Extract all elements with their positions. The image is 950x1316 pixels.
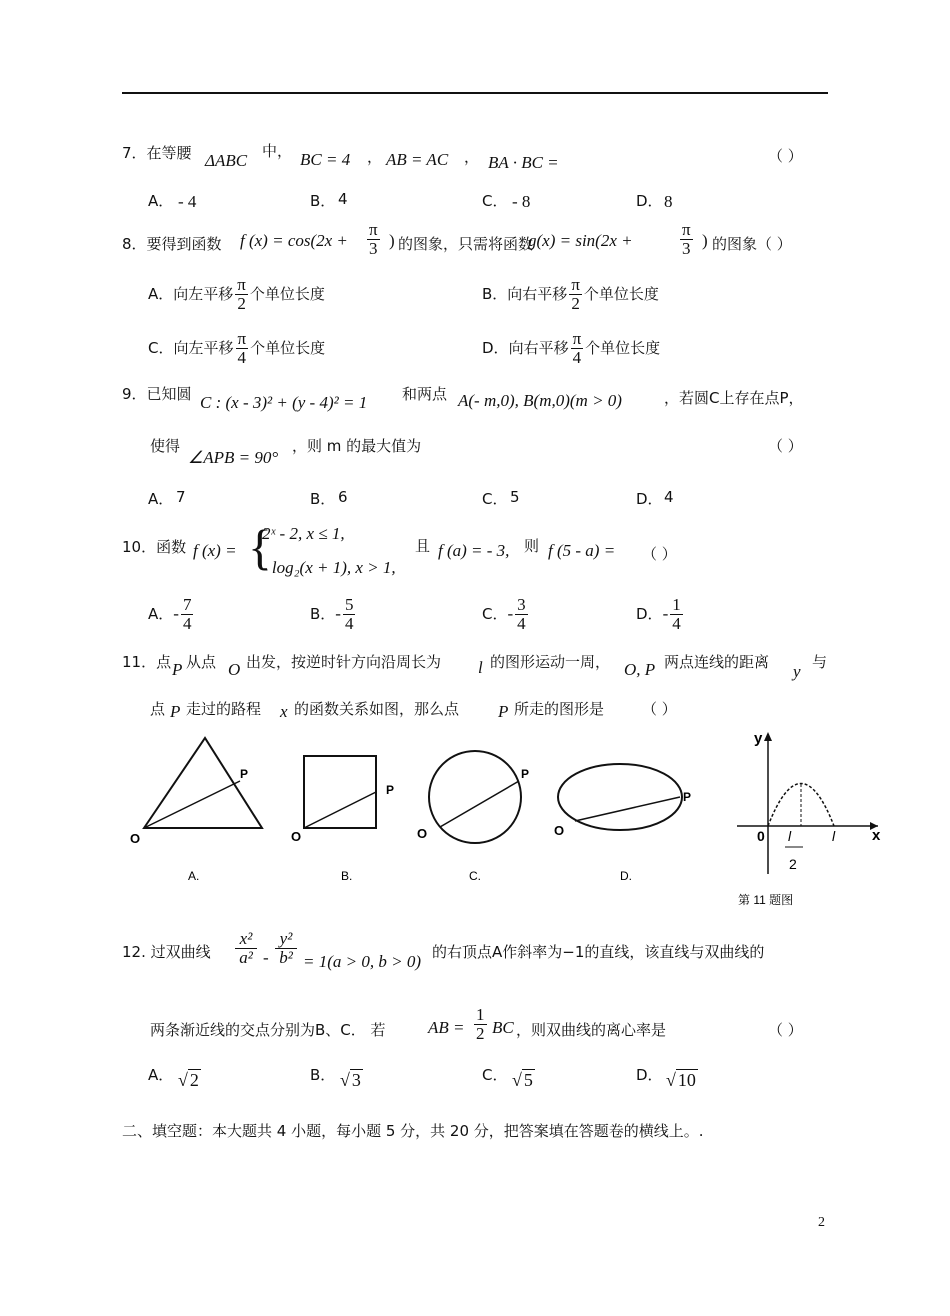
q10-prefix: 10．函数 — [122, 538, 187, 556]
q9-option-c-label: C． — [482, 490, 508, 508]
q9-line2-post: ，则 m 的最大值为 — [292, 437, 422, 455]
q8-f-frac: $\frac{\pi}{3}$ — [369, 220, 378, 258]
q7-expr: BA · BC = — [488, 153, 559, 172]
q12-option-d-label: D． — [636, 1066, 663, 1084]
q11-line1-e: 两点连线的距离 — [664, 653, 770, 671]
q8-prefix: 8．要得到函数 — [122, 235, 222, 253]
q11-line1-d: 的图形运动一周， — [490, 653, 611, 671]
q8-g-expr: g(x) = sin(2x + — [528, 231, 633, 250]
q11-figures — [120, 726, 890, 912]
q10-ze: 则 — [524, 537, 540, 555]
q11-line1-b: 从点 — [186, 653, 217, 671]
q7-option-b-label: B． — [310, 192, 336, 210]
graph-y-label: y — [754, 730, 763, 747]
q8-f-expr: f (x) = cos(2x + — [240, 231, 348, 250]
q12-minus: - — [263, 948, 269, 967]
header-rule — [122, 92, 828, 94]
q7-answer-paren: （ ） — [768, 147, 803, 165]
q11-answer-paren: （ ） — [642, 700, 677, 718]
distance-graph — [737, 730, 881, 907]
q8-option-a: A．向左平移 $\frac{\pi}{2}$ 个单位长度 — [148, 275, 325, 313]
figure-d-label: D. — [620, 869, 632, 883]
q11-p2: P — [170, 702, 181, 721]
q12-option-c-value: √ 5 — [512, 1070, 533, 1090]
q10-brace: { — [248, 519, 272, 575]
q10-case1: 2ˣ - 2, x ≤ 1, — [262, 524, 345, 543]
figure-c-label: C. — [469, 869, 481, 883]
q12-frac-x: x² a² — [235, 930, 257, 967]
q9-mid: 和两点 — [402, 385, 448, 403]
q10-fx: f (x) = — [193, 541, 237, 560]
graph-end-label: l — [832, 828, 836, 844]
q9-line2-pre: 使得 — [150, 437, 181, 455]
q12-rest: = 1(a > 0, b > 0) — [303, 952, 421, 971]
triangle-o-label: O — [130, 831, 141, 846]
q9-circle-eq: C : (x - 3)² + (y - 4)² = 1 — [200, 393, 368, 412]
q8-suffix: 的图象（ ） — [712, 235, 792, 253]
q9-option-b-label: B． — [310, 490, 336, 508]
q11-o: O — [228, 660, 241, 679]
q11-y: y — [793, 662, 801, 681]
graph-origin-label: 0 — [757, 828, 765, 844]
q8-g-frac: $\frac{\pi}{3}$ — [682, 220, 691, 258]
q12-line2-a: 两条渐近线的交点分别为B、C． 若 — [150, 1021, 386, 1039]
q10-option-b: B．- $\frac{5}{4}$ — [310, 595, 354, 633]
q7-option-c-label: C． — [482, 192, 508, 210]
q8-g-close: ) — [702, 231, 708, 250]
q9-angle: ∠APB = 90° — [188, 448, 279, 467]
q12-frac-y: y² b² — [275, 930, 297, 967]
figure-circle — [417, 751, 529, 883]
q12-ab: AB = — [428, 1018, 465, 1037]
figure-b-label: B. — [341, 869, 353, 883]
q8-f-close: ) — [389, 231, 395, 250]
q8-mid: 的图象，只需将函数 — [398, 235, 534, 253]
q7-comma1: ， — [367, 148, 383, 166]
q9-answer-paren: （ ） — [768, 437, 803, 455]
q12-answer-paren: （ ） — [768, 1021, 803, 1039]
section-2-heading: 二、填空题：本大题共 4 小题，每小题 5 分，共 20 分，把答案填在答题卷的横线上。. — [122, 1122, 704, 1140]
circle-o-label: O — [417, 826, 428, 841]
q8-option-c: C．向左平移 $\frac{\pi}{4}$ 个单位长度 — [148, 329, 326, 367]
q7-option-c-value: - 8 — [512, 192, 531, 211]
graph-half-den: 2 — [789, 856, 797, 872]
q12-line2-b: ，则双曲线的离心率是 — [516, 1021, 667, 1039]
q11-x: x — [280, 702, 288, 721]
figure-triangle — [130, 738, 262, 883]
q9-suffix: ，若圆C上存在点P， — [664, 389, 804, 407]
q10-case2: - log₂(x + 1), x > 1, — [262, 558, 396, 577]
q11-line2-c: 的函数关系如图，那么点 — [294, 700, 460, 718]
q11-line2-b: 走过的路程 — [186, 700, 262, 718]
q11-p3: P — [498, 702, 509, 721]
graph-x-label: x — [872, 827, 881, 844]
q10-option-c: C．- $\frac{3}{4}$ — [482, 595, 526, 633]
figure-ellipse — [554, 764, 691, 883]
graph-half-num: l — [788, 828, 792, 844]
q9-prefix: 9．已知圆 — [122, 385, 192, 403]
q11-line1-a: 11．点 — [122, 653, 172, 671]
q7-option-d-label: D． — [636, 192, 663, 210]
q12-prefix: 12. 过双曲线 — [122, 943, 211, 961]
square-o-label: O — [291, 829, 302, 844]
q11-l: l — [478, 658, 483, 677]
figure-caption: 第 11 题图 — [738, 893, 794, 907]
q12-option-d-value: √ 10 — [666, 1070, 696, 1090]
square-p-label: P — [386, 783, 395, 797]
q7-stem-prefix: 7．在等腰 — [122, 144, 192, 162]
q11-p: P — [172, 660, 183, 679]
ellipse-o-label: O — [554, 823, 565, 838]
q7-cond1: BC = 4 — [300, 150, 351, 169]
q12-bc: BC — [492, 1018, 514, 1037]
q7-comma2: ， — [464, 148, 480, 166]
q7-option-a-value: - 4 — [178, 192, 197, 211]
q8-option-d: D．向右平移 $\frac{\pi}{4}$ 个单位长度 — [482, 329, 661, 367]
q10-option-a: A．- $\frac{7}{4}$ — [148, 595, 192, 633]
q10-answer-paren: （ ） — [642, 545, 677, 563]
q7-option-d-value: 8 — [664, 192, 673, 211]
q12-option-c-label: C． — [482, 1066, 508, 1084]
figure-a-label: A. — [188, 869, 200, 883]
circle-p-label: P — [521, 767, 530, 781]
q12-option-b-value: √ 3 — [340, 1070, 361, 1090]
q8-option-b: B．向右平移 $\frac{\pi}{2}$ 个单位长度 — [482, 275, 659, 313]
q9-option-d-value: 4 — [664, 488, 674, 506]
q7-option-b-value: 4 — [338, 190, 348, 208]
q9-option-a-value: 7 — [176, 488, 186, 506]
figure-square — [291, 756, 394, 883]
q10-condition: f (a) = - 3, — [438, 541, 510, 560]
q10-qie: 且 — [415, 537, 431, 555]
q11-line2-a: 点 — [150, 700, 166, 718]
q7-option-a-label: A． — [148, 192, 174, 210]
q7-triangle: ΔABC — [205, 151, 248, 170]
q9-points: A(- m,0), B(m,0)(m > 0) — [458, 391, 622, 410]
q10-option-d: D．- $\frac{1}{4}$ — [636, 595, 681, 633]
q12-suffix: 的右顶点A作斜率为−1的直线，该直线与双曲线的 — [432, 943, 765, 961]
q12-option-b-label: B． — [310, 1066, 336, 1084]
q9-option-c-value: 5 — [510, 488, 520, 506]
q12-option-a-label: A． — [148, 1066, 174, 1084]
q9-option-d-label: D． — [636, 490, 663, 508]
q10-target: f (5 - a) = — [548, 541, 616, 560]
ellipse-p-label: P — [683, 790, 692, 804]
page-number: 2 — [818, 1215, 825, 1230]
q11-line1-f: 与 — [812, 653, 828, 671]
triangle-p-label: P — [240, 767, 249, 781]
q12-option-a-value: √ 2 — [178, 1070, 199, 1090]
q12-half: $\frac{1}{2}$ — [476, 1005, 485, 1043]
q7-zhong: 中， — [262, 142, 293, 160]
q11-line1-c: 出发，按逆时针方向沿周长为 — [246, 653, 442, 671]
q11-line2-d: 所走的图形是 — [514, 700, 605, 718]
q7-cond2: AB = AC — [386, 150, 449, 169]
q9-option-a-label: A． — [148, 490, 174, 508]
q11-op: O, P — [624, 660, 656, 679]
q9-option-b-value: 6 — [338, 488, 348, 506]
